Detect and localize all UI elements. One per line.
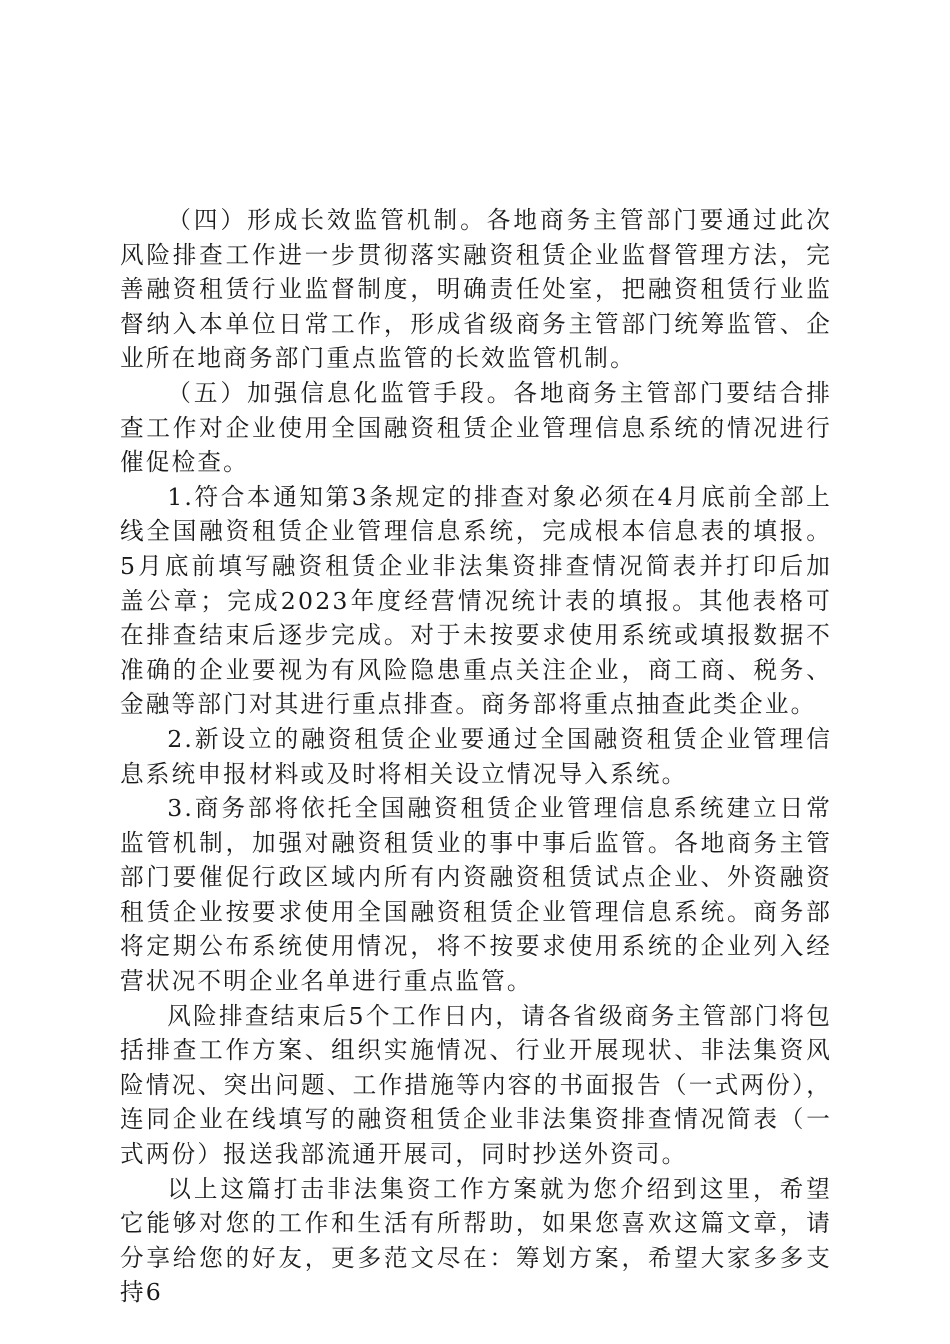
paragraph-report-submission: 风险排查结束后5个工作日内，请各省级商务主管部门将包括排查工作方案、组织实施情况、行业开展现状、非法集资风险情况、突出问题、工作措施等内容的书面报告（一式两份），连同企业在线填写的融资租赁企业非法集资排查情况简表（一式两份）报送我部流通开展司，同时抄送外资司。	[120, 1001, 832, 1169]
paragraph-item-1: 1.符合本通知第3条规定的排查对象必须在4月底前全部上线全国融资租赁企业管理信息系统，完成根本信息表的填报。5月底前填写融资租赁企业非法集资排查情况简表并打印后加盖公章；完成2023年度经营情况统计表的填报。其他表格可在排查结束后逐步完成。对于未按要求使用系统或填报数据不准确的企业要视为有风险隐患重点关注企业，商工商、税务、金融等部门对其进行重点排查。商务部将重点抽查此类企业。	[120, 482, 832, 719]
paragraph-closing: 以上这篇打击非法集资工作方案就为您介绍到这里，希望它能够对您的工作和生活有所帮助，如果您喜欢这篇文章，请分享给您的好友，更多范文尽在：筹划方案，希望大家多多支持6	[120, 1174, 832, 1307]
paragraph-long-term-supervision: （四）形成长效监管机制。各地商务主管部门要通过此次风险排查工作进一步贯彻落实融资租赁企业监督管理方法，完善融资租赁行业监督制度，明确责任处室，把融资租赁行业监督纳入本单位日常工作，形成省级商务主管部门统筹监管、企业所在地商务部门重点监管的长效监管机制。	[120, 206, 832, 373]
paragraph-item-3: 3.商务部将依托全国融资租赁企业管理信息系统建立日常监管机制，加强对融资租赁业的事中事后监管。各地商务主管部门要催促行政区域内所有内资融资租赁试点企业、外资融资租赁企业按要求使用全国融资租赁企业管理信息系统。商务部将定期公布系统使用情况，将不按要求使用系统的企业列入经营状况不明企业名单进行重点监管。	[120, 794, 832, 996]
document-body	[120, 203, 832, 1310]
paragraph-informatization: （五）加强信息化监管手段。各地商务主管部门要结合排查工作对企业使用全国融资租赁企业管理信息系统的情况进行催促检查。	[120, 378, 832, 477]
paragraph-item-2: 2.新设立的融资租赁企业要通过全国融资租赁企业管理信息系统申报材料或及时将相关设立情况导入系统。	[120, 724, 832, 788]
